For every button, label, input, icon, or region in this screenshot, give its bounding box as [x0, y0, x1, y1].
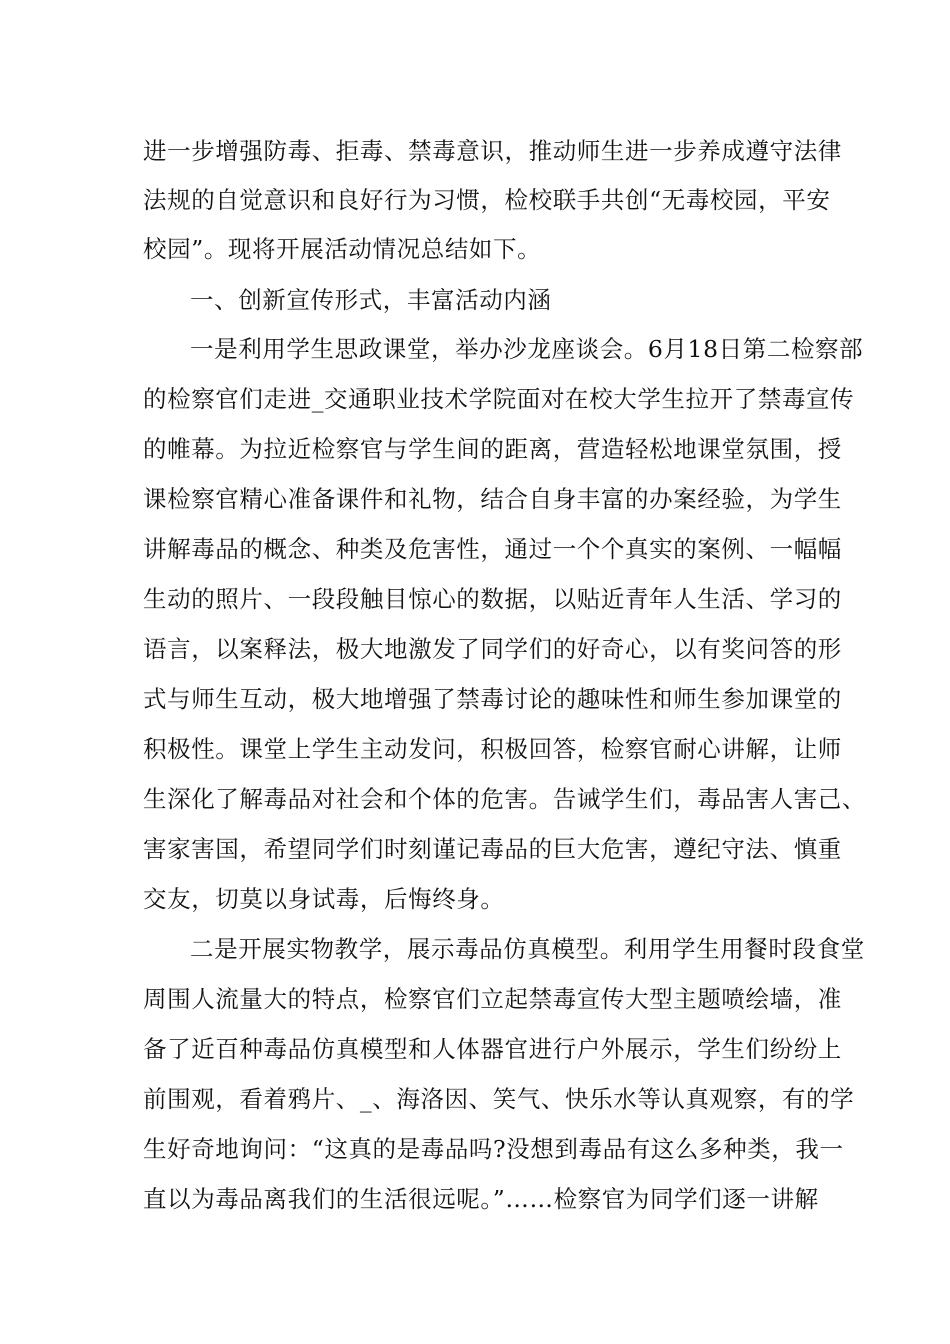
- text-line: 的帷幕。为拉近检察官与学生间的距离，营造轻松地课堂氛围，授: [143, 435, 842, 463]
- text-line: 式与师生互动，极大地增强了禁毒讨论的趣味性和师生参加课堂的: [143, 685, 842, 713]
- text-line: 生好奇地询问：“这真的是毒品吗?没想到毒品有这么多种类，我一: [143, 1135, 844, 1163]
- text-line: 进一步增强防毒、拒毒、禁毒意识，推动师生进一步养成遵守法律: [143, 137, 842, 165]
- text-line: 二是开展实物教学，展示毒品仿真模型。利用学生用餐时段食堂: [190, 935, 865, 963]
- section-heading: 一、创新宣传形式，丰富活动内涵: [190, 286, 552, 314]
- text-line: 生深化了解毒品对社会和个体的危害。告诫学生们，毒品害人害己、: [143, 785, 866, 813]
- text-line: 一是利用学生思政课堂，举办沙龙座谈会。6月18日第二检察部: [190, 335, 864, 363]
- text-line: 直以为毒品离我们的生活很远呢。”……检察官为同学们逐一讲解: [143, 1185, 819, 1213]
- text-line: 积极性。课堂上学生主动发问，积极回答，检察官耐心讲解，让师: [143, 735, 842, 763]
- text-line: 语言，以案释法，极大地激发了同学们的好奇心，以有奖问答的形: [143, 635, 842, 663]
- text-line: 校园”。现将开展活动情况总结如下。: [143, 235, 542, 263]
- text-line: 前围观，看着鸦片、_、海洛因、笑气、快乐水等认真观察，有的学: [143, 1085, 855, 1113]
- text-line: 的检察官们走进_交通职业技术学院面对在校大学生拉开了禁毒宣传: [143, 385, 855, 413]
- text-line: 生动的照片、一段段触目惊心的数据，以贴近青年人生活、学习的: [143, 585, 842, 613]
- text-line: 备了近百种毒品仿真模型和人体器官进行户外展示，学生们纷纷上: [143, 1035, 842, 1063]
- text-line: 交友，切莫以身试毒，后悔终身。: [143, 885, 505, 913]
- text-line: 害家害国，希望同学们时刻谨记毒品的巨大危害，遵纪守法、慎重: [143, 835, 842, 863]
- text-line: 周围人流量大的特点，检察官们立起禁毒宣传大型主题喷绘墙，准: [143, 985, 842, 1013]
- text-line: 法规的自觉意识和良好行为习惯，检校联手共创“无毒校园，平安: [143, 186, 831, 214]
- text-line: 课检察官精心准备课件和礼物，结合自身丰富的办案经验，为学生: [143, 485, 842, 513]
- text-line: 讲解毒品的概念、种类及危害性，通过一个个真实的案例、一幅幅: [143, 535, 842, 563]
